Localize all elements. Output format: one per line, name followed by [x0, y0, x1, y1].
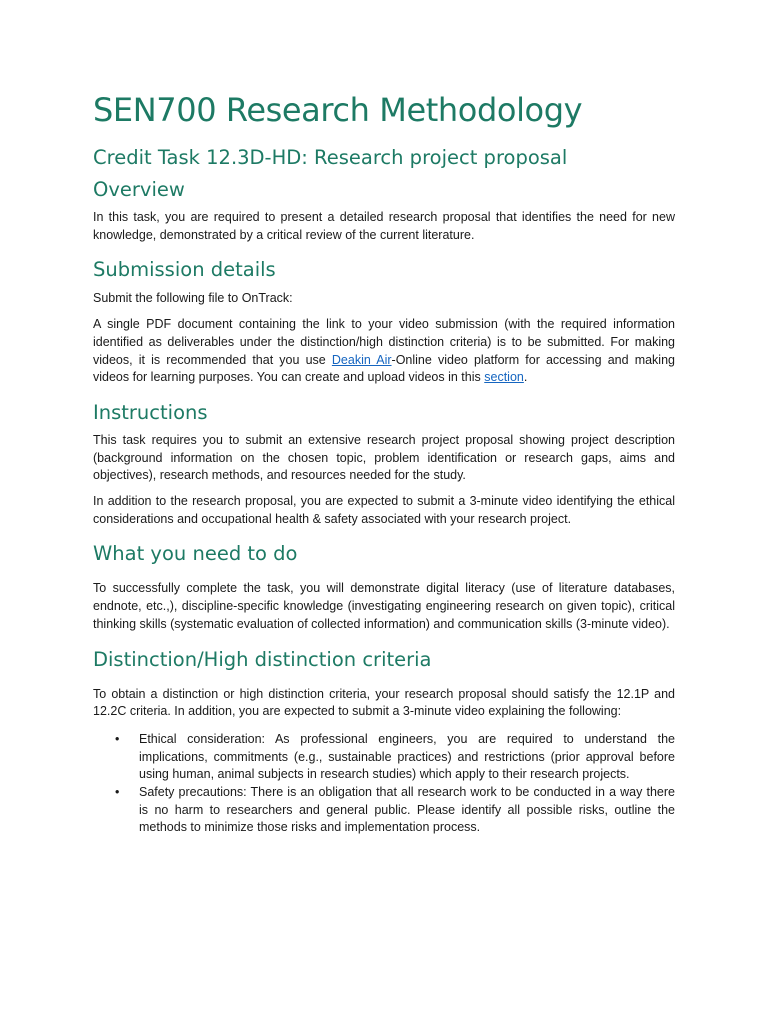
criteria-heading: Distinction/High distinction criteria — [93, 647, 432, 671]
todo-heading: What you need to do — [93, 542, 298, 566]
bullet-glyph: • — [115, 731, 120, 746]
criteria-bullet-item — [93, 784, 675, 837]
instructions-para-2: In addition to the research proposal, you are expected to submit a 3-minute video identifying the ethical considerations and occupational health & safety associated with your research project. — [93, 494, 675, 526]
instructions-para-1: This task requires you to submit an extensive research project proposal showing project description (background information on the chosen topic, problem identification or research gaps, aims and objectives), research methods, and resources needed for the study. — [93, 432, 675, 483]
criteria-bullet-item — [93, 731, 675, 784]
criteria-bullet-list — [93, 731, 675, 837]
overview-text: In this task, you are required to present a detailed research proposal that identifies the need for new knowledge, demonstrated by a critical review of the current literature. — [93, 210, 675, 242]
submission-text-part3: . — [523, 370, 528, 385]
criteria-bullet-text: Ethical consideration: As professional engineers, you are required to understand the implications, commitments (e.g., sustainable practices) and restrictions (prior approval before using human, animal subjects in research studies) which apply to their research projects. — [139, 731, 675, 782]
submission-intro: Submit the following file to OnTrack: — [93, 291, 293, 306]
submission-heading: Submission details — [93, 258, 276, 282]
overview-heading: Overview — [93, 178, 185, 201]
submission-text-part1: A single PDF document containing the link to your video submission (with the required information identified as deliverables under the distinction/high distinction criteria) is to be submitted. For making videos, it is recommended that you use — [93, 317, 675, 367]
instructions-heading: Instructions — [93, 400, 208, 424]
todo-text: To successfully complete the task, you will demonstrate digital literacy (use of literature databases, endnote, etc.,), discipline-specific knowledge (investigating engineering research on given topic), critical thinking skills (systematic evaluation of collected information) and communication skills (3-minute video). — [93, 581, 675, 631]
task-subtitle: Credit Task 12.3D-HD: Research project proposal — [93, 146, 568, 169]
document-title: SEN700 Research Methodology — [93, 91, 583, 129]
bullet-glyph: • — [115, 785, 120, 800]
submission-text-part2: -Online video platform for accessing and making videos for learning purposes. You can create and upload videos in this — [93, 352, 675, 385]
criteria-intro: To obtain a distinction or high distinction criteria, your research proposal should satisfy the 12.1P and 12.2C criteria. In addition, you are expected to submit a 3-minute video explaining the following: — [93, 686, 675, 719]
section-link[interactable]: section — [484, 370, 524, 385]
deakin-air-link[interactable]: Deakin Air — [331, 352, 392, 367]
submission-text — [93, 316, 675, 387]
criteria-bullet-text: Safety precautions: There is an obligation that all research work to be conducted in a way there is no harm to researchers and general public. Please identify all possible risks, outline the methods to minimize those risks and implementation process. — [139, 785, 675, 835]
